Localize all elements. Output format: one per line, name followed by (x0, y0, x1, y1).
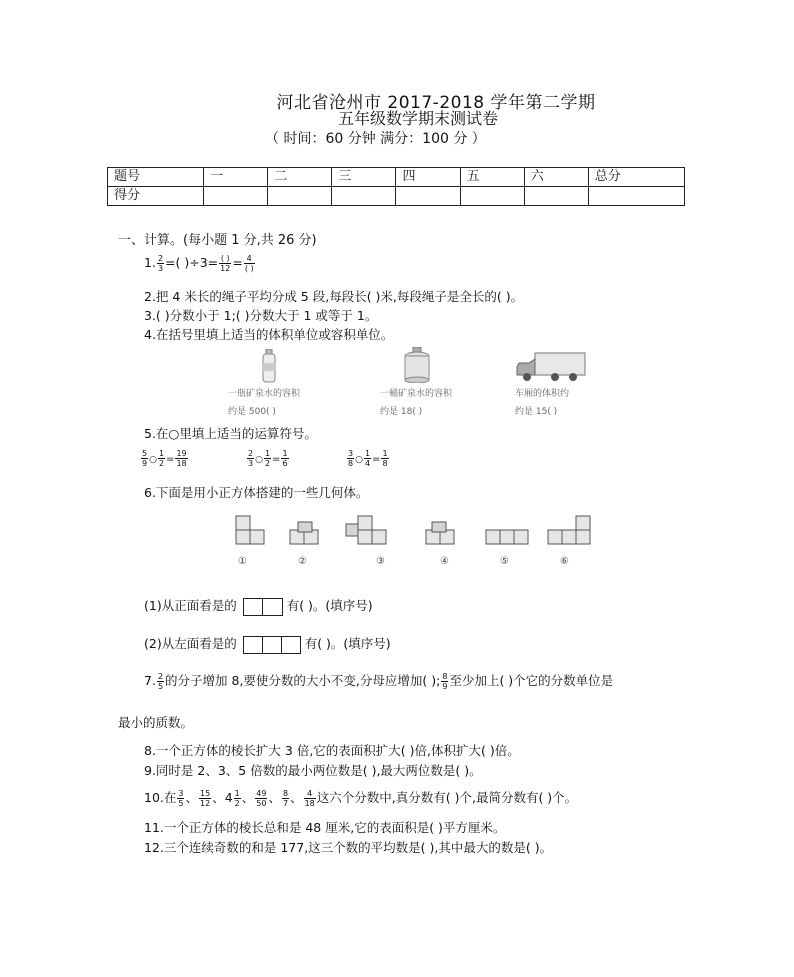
score-input-cell[interactable] (524, 187, 588, 206)
operator-circle[interactable]: ○ (355, 455, 363, 465)
solid-label: ① (238, 556, 247, 567)
solid-label: ④ (440, 556, 449, 567)
q5-expression: $\frac{5}{9}$ ○ $\frac{1}{2}$ = $\frac{19}{18}$ (142, 449, 187, 468)
fraction: $\frac{3}{8}$ (348, 449, 354, 468)
q4-item-water-barrel (380, 347, 500, 419)
question-1 (144, 254, 256, 273)
question-text: (2)从左面看是的 (144, 636, 237, 651)
answer-blank[interactable]: 约是 500( ) (228, 407, 276, 417)
question-2: 2.把 4 米长的绳子平均分成 5 段,每段长( )米,每段绳子是全长的( )。 (144, 289, 524, 304)
caption: 一桶矿泉水的容积 (380, 389, 453, 399)
fraction: $\frac{1}{4}$ (364, 449, 371, 468)
fraction: $\frac{19}{18}$ (176, 449, 187, 468)
question-10: 10.在 $\frac{3}{5}$ 、 $\frac{15}{12}$ 、4 $\frac{1}{2}$ 、 $\frac{49}{50}$ 、 $\frac{8}{7}$ 、 $\frac{4}{18}$ 这六个分数中,真分数有( )个,最简分数有( )个。 (144, 789, 578, 808)
q5-expression: $\frac{3}{8}$ ○ $\frac{1}{4}$ = $\frac{1}{8}$ (348, 449, 388, 468)
exam-title: 河北省沧州市 2017-2018 学年第二学期 (276, 93, 596, 113)
table-cell: 一 (204, 168, 268, 187)
answer-blank[interactable]: 约是 15( ) (515, 407, 558, 417)
equals-sign: = (232, 255, 243, 270)
operator-circle[interactable]: ○ (149, 455, 157, 465)
question-text: 有( )。(填序号) (304, 636, 391, 651)
table-cell: 三 (332, 168, 396, 187)
score-table-score-row (108, 187, 685, 206)
question-9: 9.同时是 2、3、5 倍数的最小两位数是( ),最大两位数是( )。 (144, 763, 482, 778)
question-7-continued: 最小的质数。 (118, 715, 194, 730)
question-number: 10.在 (144, 790, 177, 805)
caption: 一瓶矿泉水的容积 (228, 389, 301, 399)
fraction: $\frac{2}{3}$ (157, 254, 164, 273)
table-cell: 总分 (588, 168, 684, 187)
fraction: $\frac{( )}{12}$ (220, 254, 231, 273)
score-table (107, 167, 685, 206)
question-text: (1)从正面看是的 (144, 598, 237, 613)
table-cell: 四 (396, 168, 460, 187)
fraction: $\frac{49}{50}$ (256, 789, 267, 808)
table-cell: 五 (460, 168, 524, 187)
question-3: 3.( )分数小于 1;( )分数大于 1 或等于 1。 (144, 308, 378, 323)
solid-label: ② (298, 556, 307, 567)
fraction: $\frac{1}{8}$ (382, 449, 388, 468)
section-heading: 一、计算。(每小题 1 分,共 26 分) (118, 233, 317, 248)
water-barrel-icon (400, 347, 434, 383)
question-4: 4.在括号里填上适当的体积单位或容积单位。 (144, 327, 394, 342)
question-text: 有( )。(填序号) (286, 598, 373, 613)
cube-solids-figure (228, 510, 608, 570)
question-11: 11.一个正方体的棱长总和是 48 厘米,它的表面积是( )平方厘米。 (144, 820, 506, 835)
question-7 (144, 671, 613, 691)
question-text: 这六个分数中,真分数有( )个,最简分数有( )个。 (316, 790, 578, 805)
question-text: 至少加上( )个它的分数单位是 (449, 673, 614, 688)
fraction: $\frac{4}{( )}$ (244, 254, 254, 273)
solid-label: ⑥ (560, 556, 569, 567)
table-cell: 六 (524, 168, 588, 187)
question-text: =( )÷3= (165, 255, 219, 270)
exam-time-info: （ 时间：60 分钟 满分：100 分 ） (265, 131, 486, 147)
table-cell: 题号 (108, 168, 204, 187)
fraction: $\frac{2}{3}$ (248, 449, 254, 468)
score-input-cell[interactable] (332, 187, 396, 206)
answer-blank[interactable]: 约是 18( ) (380, 407, 423, 417)
score-table-header-row (108, 168, 685, 187)
fraction: $\frac{8}{7}$ (282, 789, 289, 808)
question-6: 6.下面是用小正方体搭建的一些几何体。 (144, 485, 369, 500)
question-12: 12.三个连续奇数的和是 177,这三个数的平均数是( ),其中最大的数是( )。 (144, 840, 553, 855)
score-input-cell[interactable] (588, 187, 684, 206)
q5-expression: $\frac{2}{3}$ ○ $\frac{1}{2}$ = $\frac{1}{6}$ (248, 449, 288, 468)
fraction: $\frac{2}{5}$ (157, 672, 164, 691)
score-input-cell[interactable] (268, 187, 332, 206)
question-text: 的分子增加 8,要使分数的大小不变,分母应增加( ); (165, 673, 441, 688)
fraction: $\frac{4}{18}$ (304, 789, 315, 808)
caption: 车厢的体积约 (515, 389, 570, 399)
fraction: $\frac{1}{6}$ (282, 449, 288, 468)
truck-icon (515, 351, 587, 383)
fraction: $\frac{1}{2}$ (264, 449, 271, 468)
water-bottle-icon (259, 349, 279, 383)
score-input-cell[interactable] (396, 187, 460, 206)
fraction: $\frac{3}{5}$ (178, 789, 184, 808)
fraction: $\frac{1}{2}$ (234, 789, 240, 808)
score-input-cell[interactable] (460, 187, 524, 206)
fraction: $\frac{1}{2}$ (158, 449, 165, 468)
fraction: $\frac{8}{9}$ (442, 672, 448, 691)
q4-item-bottle (228, 347, 348, 419)
front-view-shape (243, 598, 283, 616)
question-8: 8.一个正方体的棱长扩大 3 倍,它的表面积扩大( )倍,体积扩大( )倍。 (144, 743, 520, 758)
table-cell: 二 (268, 168, 332, 187)
exam-subtitle: 五年级数学期末测试卷 (337, 109, 498, 128)
question-5: 5.在○里填上适当的运算符号。 (144, 426, 317, 441)
question-6-1 (144, 596, 373, 616)
solid-label: ③ (376, 556, 385, 567)
table-cell: 得分 (108, 187, 204, 206)
question-number: 7. (144, 673, 156, 688)
solid-label: ⑤ (500, 556, 509, 567)
question-number: 1. (144, 255, 156, 270)
operator-circle[interactable]: ○ (255, 455, 263, 465)
fraction: $\frac{5}{9}$ (142, 449, 148, 468)
score-input-cell[interactable] (204, 187, 268, 206)
q4-item-truck (515, 347, 625, 419)
fraction: $\frac{15}{12}$ (200, 789, 211, 808)
left-view-shape (243, 636, 301, 654)
question-6-2 (144, 634, 391, 654)
whole-number: 4 (224, 790, 233, 805)
